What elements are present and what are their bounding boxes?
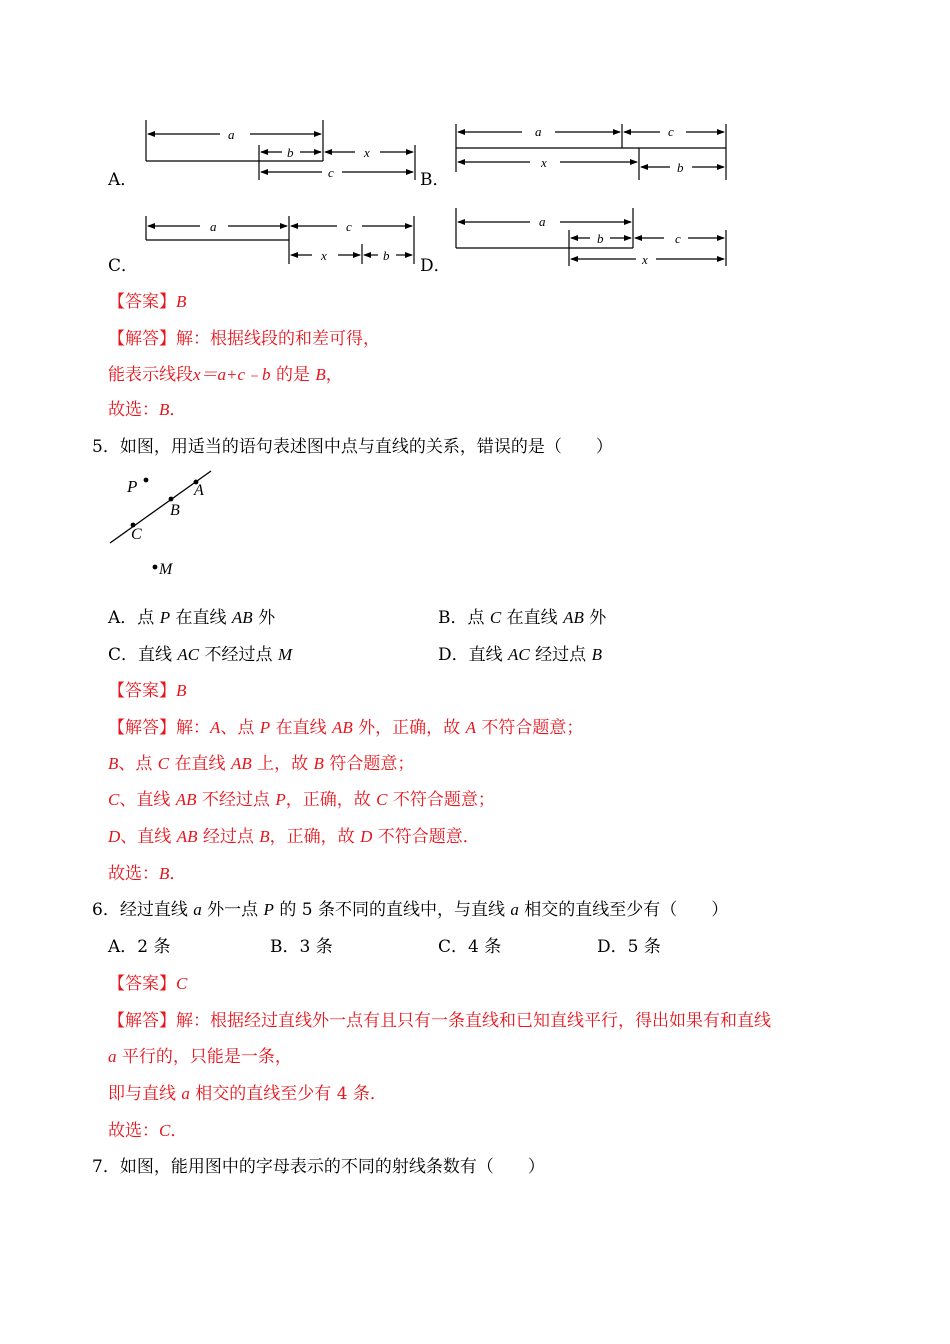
label-b: b	[597, 231, 604, 246]
q5-stem: 5．如图，用适当的语句表述图中点与直线的关系，错误的是（ ）	[92, 437, 613, 457]
q4-answer: 【答案】B	[108, 292, 187, 312]
q6-option-d: D．5 条	[597, 937, 661, 957]
q6-explanation-line1: 【解答】解：根据经过直线外一点有且只有一条直线和已知直线平行，得出如果有和直线	[108, 1011, 771, 1031]
label-a: a	[539, 214, 546, 229]
point-b-label: B	[170, 502, 180, 519]
q4-explanation-line2: 能表示线段x＝a+c﹣b 的是 B，	[108, 365, 343, 385]
point-a-label: A	[194, 482, 204, 499]
point-p-label: P	[127, 477, 138, 496]
label-c: c	[668, 124, 674, 139]
q6-option-b: B．3 条	[270, 937, 333, 957]
q5-option-a: A．点 P 在直线 AB 外	[108, 608, 276, 628]
label-a: a	[535, 124, 542, 139]
q5-explanation-line3: C、直线 AB 不经过点 P，正确，故 C 不符合题意；	[108, 790, 495, 810]
q5-explanation-line1: 【解答】解：A、点 P 在直线 AB 外，正确，故 A 不符合题意；	[108, 718, 584, 738]
q5-option-d: D．直线 AC 经过点 B	[438, 645, 602, 665]
q6-choose: 故选：C．	[108, 1121, 188, 1141]
segment-diagram-a	[0, 0, 950, 300]
label-x: x	[321, 248, 327, 263]
point-line-diagram	[0, 460, 950, 590]
q6-stem: 6．经过直线 a 外一点 P 的 5 条不同的直线中，与直线 a 相交的直线至少有（ ）	[92, 900, 729, 920]
option-a-label: A．	[108, 170, 138, 190]
label-c: c	[675, 231, 681, 246]
label-a: a	[210, 219, 217, 234]
label-b: b	[287, 145, 294, 160]
label-x: x	[541, 155, 547, 170]
option-d-label: D．	[420, 256, 451, 276]
label-a: a	[228, 127, 235, 142]
q7-stem: 7．如图，能用图中的字母表示的不同的射线条数有（ ）	[92, 1157, 545, 1177]
q5-option-c: C．直线 AC 不经过点 M	[108, 645, 293, 665]
option-c-label: C．	[108, 256, 139, 276]
q5-explanation-line2: B、点 C 在直线 AB 上，故 B 符合题意；	[108, 754, 415, 774]
q5-option-b: B．点 C 在直线 AB 外	[438, 608, 607, 628]
label-b: b	[677, 160, 684, 175]
label-c: c	[346, 219, 352, 234]
q6-option-a: A．2 条	[108, 937, 171, 957]
point-c-label: C	[131, 526, 142, 543]
label-x: x	[642, 252, 648, 267]
q6-explanation-line3: 即与直线 a 相交的直线至少有 4 条．	[108, 1084, 387, 1104]
option-b-label: B．	[420, 170, 450, 190]
label-b: b	[383, 248, 390, 263]
q5-choose: 故选：B．	[108, 864, 187, 884]
label-c: c	[328, 165, 334, 180]
q4-choose: 故选：B．	[108, 400, 187, 420]
q4-explanation-line1: 【解答】解：根据线段的和差可得，	[108, 329, 380, 349]
q5-answer: 【答案】B	[108, 681, 187, 701]
q6-answer: 【答案】C	[108, 974, 188, 994]
q5-explanation-line4: D、直线 AB 经过点 B，正确，故 D 不符合题意．	[108, 827, 480, 847]
point-m-label: M	[159, 561, 173, 578]
q6-option-c: C．4 条	[438, 937, 502, 957]
label-x: x	[364, 145, 370, 160]
q6-explanation-line2: a 平行的，只能是一条，	[108, 1047, 292, 1067]
